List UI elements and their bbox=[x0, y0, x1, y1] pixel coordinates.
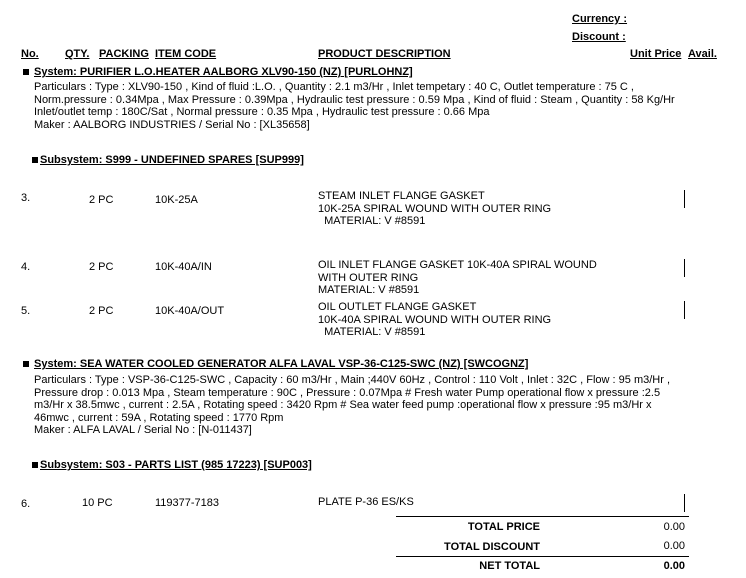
avail-marker bbox=[684, 301, 685, 319]
item-qty: 2 PC bbox=[89, 305, 114, 317]
description-line: OIL INLET FLANGE GASKET 10K-40A SPIRAL WOUND bbox=[318, 259, 597, 271]
system-bullet bbox=[23, 69, 29, 75]
description-line: STEAM INLET FLANGE GASKET bbox=[318, 190, 485, 202]
item-no: 3. bbox=[21, 192, 31, 204]
total-discount-value: 0.00 bbox=[663, 540, 685, 552]
net-total-divider bbox=[396, 556, 689, 557]
item-no: 4. bbox=[21, 261, 31, 273]
description-line: OIL OUTLET FLANGE GASKET bbox=[318, 301, 477, 313]
discount-label: Discount : bbox=[572, 31, 626, 43]
subsystem-bullet bbox=[32, 157, 38, 163]
totals-divider bbox=[396, 516, 689, 517]
col-header-description: PRODUCT DESCRIPTION bbox=[318, 48, 451, 60]
particulars-line: Pressure drop : 0.013 Mpa , Steam temperature : 90C , Pressure : 0.07Mpa # Fresh water Pump operational flow x pressure :2.5 bbox=[34, 386, 661, 399]
currency-label: Currency : bbox=[572, 13, 628, 25]
item-code: 10K-25A bbox=[155, 194, 198, 206]
avail-marker bbox=[684, 259, 685, 277]
item-description bbox=[318, 259, 597, 297]
item-qty: 10 PC bbox=[82, 497, 113, 509]
system-particulars bbox=[34, 374, 670, 437]
avail-marker bbox=[684, 190, 685, 208]
total-price-label: TOTAL PRICE bbox=[467, 521, 540, 533]
item-code: 10K-40A/IN bbox=[155, 261, 212, 273]
particulars-line: Particulars : Type : XLV90-150 , Kind of fluid :L.O. , Quantity : 2.1 m3/Hr , Inlet tempetary : 40 C, Outlet temperature : 75 C , bbox=[34, 81, 634, 93]
col-header-unit-price: Unit Price bbox=[630, 48, 682, 60]
description-line: PLATE P-36 ES/KS bbox=[318, 496, 414, 508]
avail-marker bbox=[684, 494, 685, 512]
col-header-item-code: ITEM CODE bbox=[155, 48, 217, 60]
system-bullet bbox=[23, 361, 29, 367]
particulars-line: Norm.pressure : 0.34Mpa , Max Pressure : 0.39Mpa , Hydraulic test pressure : 0.59 Mpa , Kind of fluid : Steam , Quantity : 58 Kg/Hr bbox=[34, 93, 675, 106]
item-description bbox=[318, 301, 551, 339]
description-line: MATERIAL: V #8591 bbox=[318, 215, 426, 227]
system-title: System: PURIFIER L.O.HEATER AALBORG XLV90-150 (NZ) [PURLOHNZ] bbox=[34, 66, 413, 78]
subsystem-title: Subsystem: S999 - UNDEFINED SPARES [SUP999] bbox=[40, 154, 304, 166]
col-header-no: No. bbox=[21, 48, 39, 60]
subsystem-title: Subsystem: S03 - PARTS LIST (985 17223) [SUP003] bbox=[40, 459, 312, 471]
particulars-line: Inlet/outlet temp : 180C/Sat , Normal pressure : 0.35 Mpa , Hydraulic test pressure : 0.66 Mpa bbox=[34, 106, 490, 118]
col-header-packing: PACKING bbox=[99, 48, 149, 60]
item-description bbox=[318, 496, 414, 509]
col-header-qty: QTY. bbox=[65, 48, 90, 60]
description-line: 10K-40A SPIRAL WOUND WITH OUTER RING bbox=[318, 313, 552, 326]
net-total-value: 0.00 bbox=[663, 560, 685, 572]
particulars-line: Maker : AALBORG INDUSTRIES / Serial No : [XL35658] bbox=[34, 118, 310, 131]
item-code: 119377-7183 bbox=[155, 497, 220, 509]
subsystem-bullet bbox=[32, 462, 38, 468]
description-line: MATERIAL: V #8591 bbox=[318, 284, 420, 296]
description-line: 10K-25A SPIRAL WOUND WITH OUTER RING bbox=[318, 202, 552, 215]
item-no: 6. bbox=[21, 498, 31, 510]
particulars-line: 46mwc , current : 59A , Rotating speed : 1770 Rpm bbox=[34, 411, 284, 424]
particulars-line: Maker : ALFA LAVAL / Serial No : [N-011437] bbox=[34, 424, 252, 436]
particulars-line: m3/Hr x 38.5mwc , current : 2.5A , Rotating speed : 3420 Rpm # Sea water feed pump :operational flow x pressure :95 m3/Hr x bbox=[34, 399, 652, 411]
system-particulars bbox=[34, 81, 675, 131]
total-discount-label: TOTAL DISCOUNT bbox=[444, 541, 540, 553]
description-line: MATERIAL: V #8591 bbox=[318, 326, 426, 338]
col-header-avail: Avail. bbox=[688, 48, 717, 60]
system-title: System: SEA WATER COOLED GENERATOR ALFA LAVAL VSP-36-C125-SWC (NZ) [SWCOGNZ] bbox=[34, 358, 529, 370]
item-description bbox=[318, 190, 551, 228]
item-qty: 2 PC bbox=[89, 194, 114, 206]
item-qty: 2 PC bbox=[89, 261, 114, 273]
description-line: WITH OUTER RING bbox=[318, 271, 419, 284]
net-total-label: NET TOTAL bbox=[479, 560, 540, 572]
total-price-value: 0.00 bbox=[663, 521, 685, 533]
item-code: 10K-40A/OUT bbox=[155, 305, 225, 317]
particulars-line: Particulars : Type : VSP-36-C125-SWC , Capacity : 60 m3/Hr , Main ;440V 60Hz , Control : 110 Volt , Inlet : 32C , Flow : 95 m3/Hr , bbox=[34, 374, 671, 386]
item-no: 5. bbox=[21, 305, 31, 317]
